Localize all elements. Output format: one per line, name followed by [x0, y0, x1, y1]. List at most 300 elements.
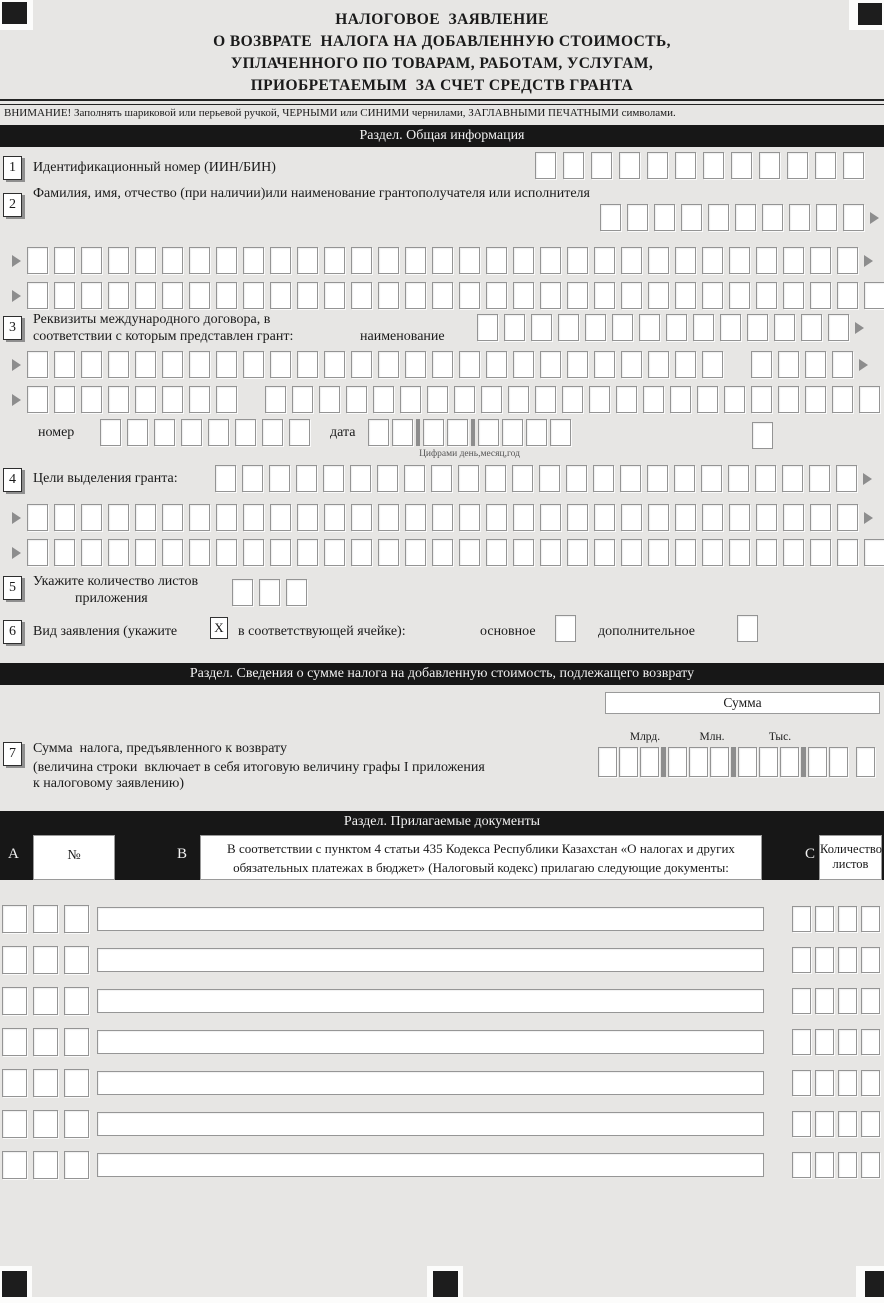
document-name-input[interactable]	[97, 1030, 764, 1054]
char-cell[interactable]	[423, 419, 444, 446]
char-cell[interactable]	[647, 465, 668, 492]
char-cell[interactable]	[720, 314, 741, 341]
char-cell[interactable]	[459, 247, 480, 274]
document-name-input[interactable]	[97, 907, 764, 931]
char-cell[interactable]	[378, 539, 399, 566]
char-cell[interactable]	[837, 504, 858, 531]
char-cell[interactable]	[486, 539, 507, 566]
char-cell[interactable]	[235, 419, 256, 446]
char-cell[interactable]	[837, 539, 858, 566]
char-cell[interactable]	[2, 1151, 27, 1179]
char-cell[interactable]	[640, 747, 659, 777]
char-cell[interactable]	[64, 1110, 89, 1138]
char-cell[interactable]	[33, 905, 58, 933]
char-cell[interactable]	[189, 386, 210, 413]
char-cell[interactable]	[838, 906, 857, 932]
char-cell[interactable]	[459, 351, 480, 378]
char-cell[interactable]	[162, 247, 183, 274]
char-cell[interactable]	[594, 539, 615, 566]
char-cell[interactable]	[600, 204, 621, 231]
char-cell[interactable]	[697, 386, 718, 413]
char-cell[interactable]	[108, 504, 129, 531]
char-cell[interactable]	[405, 282, 426, 309]
char-cell[interactable]	[162, 386, 183, 413]
char-cell[interactable]	[593, 465, 614, 492]
char-cell[interactable]	[703, 152, 724, 179]
char-cell[interactable]	[289, 419, 310, 446]
char-cell[interactable]	[296, 465, 317, 492]
char-cell[interactable]	[832, 351, 853, 378]
char-cell[interactable]	[485, 465, 506, 492]
char-cell[interactable]	[477, 314, 498, 341]
char-cell[interactable]	[729, 539, 750, 566]
char-cell[interactable]	[432, 351, 453, 378]
char-cell[interactable]	[508, 386, 529, 413]
char-cell[interactable]	[710, 747, 729, 777]
document-name-input[interactable]	[97, 1112, 764, 1136]
char-cell[interactable]	[216, 247, 237, 274]
char-cell[interactable]	[585, 314, 606, 341]
char-cell[interactable]	[621, 351, 642, 378]
char-cell[interactable]	[64, 946, 89, 974]
char-cell[interactable]	[843, 204, 864, 231]
char-cell[interactable]	[135, 386, 156, 413]
char-cell[interactable]	[801, 314, 822, 341]
char-cell[interactable]	[567, 247, 588, 274]
char-cell[interactable]	[762, 204, 783, 231]
char-cell[interactable]	[54, 386, 75, 413]
char-cell[interactable]	[346, 386, 367, 413]
char-cell[interactable]	[778, 351, 799, 378]
char-cell[interactable]	[432, 247, 453, 274]
char-cell[interactable]	[792, 947, 811, 973]
char-cell[interactable]	[815, 988, 834, 1014]
char-cell[interactable]	[108, 386, 129, 413]
char-cell[interactable]	[666, 314, 687, 341]
char-cell[interactable]	[154, 419, 175, 446]
char-cell[interactable]	[861, 988, 880, 1014]
char-cell[interactable]	[648, 282, 669, 309]
char-cell[interactable]	[432, 539, 453, 566]
char-cell[interactable]	[702, 282, 723, 309]
char-cell[interactable]	[459, 539, 480, 566]
char-cell[interactable]	[432, 282, 453, 309]
char-cell[interactable]	[815, 906, 834, 932]
char-cell[interactable]	[675, 351, 696, 378]
char-cell[interactable]	[189, 247, 210, 274]
char-cell[interactable]	[181, 419, 202, 446]
char-cell[interactable]	[351, 247, 372, 274]
char-cell[interactable]	[189, 351, 210, 378]
char-cell[interactable]	[729, 247, 750, 274]
char-cell[interactable]	[297, 351, 318, 378]
char-cell[interactable]	[562, 386, 583, 413]
char-cell[interactable]	[27, 539, 48, 566]
char-cell[interactable]	[567, 539, 588, 566]
char-cell[interactable]	[135, 351, 156, 378]
char-cell[interactable]	[815, 152, 836, 179]
char-cell[interactable]	[513, 539, 534, 566]
char-cell[interactable]	[675, 282, 696, 309]
char-cell[interactable]	[216, 282, 237, 309]
char-cell[interactable]	[540, 504, 561, 531]
char-cell[interactable]	[270, 247, 291, 274]
char-cell[interactable]	[64, 1069, 89, 1097]
char-cell[interactable]	[675, 539, 696, 566]
main-application-checkbox[interactable]	[555, 615, 576, 642]
char-cell[interactable]	[621, 539, 642, 566]
char-cell[interactable]	[756, 539, 777, 566]
char-cell[interactable]	[270, 539, 291, 566]
char-cell[interactable]	[780, 747, 799, 777]
char-cell[interactable]	[594, 282, 615, 309]
char-cell[interactable]	[54, 282, 75, 309]
char-cell[interactable]	[324, 282, 345, 309]
char-cell[interactable]	[836, 465, 857, 492]
char-cell[interactable]	[702, 539, 723, 566]
char-cell[interactable]	[621, 247, 642, 274]
char-cell[interactable]	[567, 351, 588, 378]
char-cell[interactable]	[838, 1111, 857, 1137]
char-cell[interactable]	[729, 282, 750, 309]
additional-application-checkbox[interactable]	[737, 615, 758, 642]
char-cell[interactable]	[558, 314, 579, 341]
char-cell[interactable]	[81, 386, 102, 413]
char-cell[interactable]	[647, 152, 668, 179]
char-cell[interactable]	[27, 247, 48, 274]
char-cell[interactable]	[33, 1110, 58, 1138]
char-cell[interactable]	[856, 747, 875, 777]
char-cell[interactable]	[535, 386, 556, 413]
char-cell[interactable]	[861, 1152, 880, 1178]
char-cell[interactable]	[297, 504, 318, 531]
char-cell[interactable]	[64, 1028, 89, 1056]
char-cell[interactable]	[216, 539, 237, 566]
char-cell[interactable]	[728, 465, 749, 492]
char-cell[interactable]	[829, 747, 848, 777]
char-cell[interactable]	[405, 504, 426, 531]
char-cell[interactable]	[135, 247, 156, 274]
char-cell[interactable]	[864, 282, 884, 309]
document-name-input[interactable]	[97, 989, 764, 1013]
char-cell[interactable]	[513, 282, 534, 309]
char-cell[interactable]	[2, 1069, 27, 1097]
char-cell[interactable]	[837, 247, 858, 274]
char-cell[interactable]	[591, 152, 612, 179]
char-cell[interactable]	[792, 1111, 811, 1137]
char-cell[interactable]	[27, 351, 48, 378]
char-cell[interactable]	[598, 747, 617, 777]
char-cell[interactable]	[783, 282, 804, 309]
char-cell[interactable]	[755, 465, 776, 492]
char-cell[interactable]	[567, 504, 588, 531]
char-cell[interactable]	[478, 419, 499, 446]
char-cell[interactable]	[702, 247, 723, 274]
char-cell[interactable]	[668, 747, 687, 777]
char-cell[interactable]	[64, 1151, 89, 1179]
char-cell[interactable]	[756, 504, 777, 531]
char-cell[interactable]	[731, 152, 752, 179]
char-cell[interactable]	[702, 504, 723, 531]
char-cell[interactable]	[215, 465, 236, 492]
document-name-input[interactable]	[97, 948, 764, 972]
char-cell[interactable]	[513, 247, 534, 274]
char-cell[interactable]	[297, 539, 318, 566]
char-cell[interactable]	[351, 539, 372, 566]
char-cell[interactable]	[270, 351, 291, 378]
char-cell[interactable]	[810, 247, 831, 274]
char-cell[interactable]	[351, 351, 372, 378]
char-cell[interactable]	[648, 539, 669, 566]
char-cell[interactable]	[297, 282, 318, 309]
char-cell[interactable]	[531, 314, 552, 341]
char-cell[interactable]	[427, 386, 448, 413]
char-cell[interactable]	[832, 386, 853, 413]
char-cell[interactable]	[162, 282, 183, 309]
char-cell[interactable]	[378, 282, 399, 309]
char-cell[interactable]	[292, 386, 313, 413]
char-cell[interactable]	[792, 1029, 811, 1055]
char-cell[interactable]	[540, 539, 561, 566]
char-cell[interactable]	[270, 282, 291, 309]
char-cell[interactable]	[243, 504, 264, 531]
char-cell[interactable]	[861, 1111, 880, 1137]
char-cell[interactable]	[405, 539, 426, 566]
char-cell[interactable]	[805, 351, 826, 378]
char-cell[interactable]	[481, 386, 502, 413]
char-cell[interactable]	[27, 504, 48, 531]
char-cell[interactable]	[378, 247, 399, 274]
char-cell[interactable]	[135, 282, 156, 309]
char-cell[interactable]	[701, 465, 722, 492]
char-cell[interactable]	[621, 504, 642, 531]
char-cell[interactable]	[81, 539, 102, 566]
char-cell[interactable]	[648, 247, 669, 274]
char-cell[interactable]	[2, 1110, 27, 1138]
char-cell[interactable]	[33, 987, 58, 1015]
char-cell[interactable]	[232, 579, 253, 606]
char-cell[interactable]	[838, 988, 857, 1014]
char-cell[interactable]	[702, 351, 723, 378]
char-cell[interactable]	[459, 282, 480, 309]
char-cell[interactable]	[620, 465, 641, 492]
char-cell[interactable]	[486, 282, 507, 309]
char-cell[interactable]	[162, 351, 183, 378]
char-cell[interactable]	[502, 419, 523, 446]
char-cell[interactable]	[675, 504, 696, 531]
char-cell[interactable]	[54, 504, 75, 531]
char-cell[interactable]	[108, 282, 129, 309]
char-cell[interactable]	[486, 351, 507, 378]
char-cell[interactable]	[243, 539, 264, 566]
char-cell[interactable]	[724, 386, 745, 413]
char-cell[interactable]	[815, 1029, 834, 1055]
char-cell[interactable]	[486, 247, 507, 274]
char-cell[interactable]	[674, 465, 695, 492]
char-cell[interactable]	[189, 282, 210, 309]
char-cell[interactable]	[81, 282, 102, 309]
char-cell[interactable]	[789, 204, 810, 231]
char-cell[interactable]	[594, 351, 615, 378]
char-cell[interactable]	[513, 351, 534, 378]
char-cell[interactable]	[759, 747, 778, 777]
char-cell[interactable]	[751, 351, 772, 378]
char-cell[interactable]	[54, 351, 75, 378]
char-cell[interactable]	[861, 1070, 880, 1096]
char-cell[interactable]	[759, 152, 780, 179]
char-cell[interactable]	[33, 1069, 58, 1097]
char-cell[interactable]	[259, 579, 280, 606]
char-cell[interactable]	[216, 386, 237, 413]
char-cell[interactable]	[33, 946, 58, 974]
char-cell[interactable]	[859, 386, 880, 413]
single-cell[interactable]	[752, 422, 773, 449]
char-cell[interactable]	[27, 386, 48, 413]
char-cell[interactable]	[243, 351, 264, 378]
char-cell[interactable]	[774, 314, 795, 341]
char-cell[interactable]	[612, 314, 633, 341]
char-cell[interactable]	[242, 465, 263, 492]
char-cell[interactable]	[270, 504, 291, 531]
char-cell[interactable]	[864, 539, 884, 566]
char-cell[interactable]	[540, 282, 561, 309]
char-cell[interactable]	[838, 1070, 857, 1096]
char-cell[interactable]	[33, 1151, 58, 1179]
char-cell[interactable]	[729, 504, 750, 531]
char-cell[interactable]	[540, 351, 561, 378]
char-cell[interactable]	[405, 247, 426, 274]
char-cell[interactable]	[540, 247, 561, 274]
char-cell[interactable]	[639, 314, 660, 341]
char-cell[interactable]	[619, 747, 638, 777]
char-cell[interactable]	[654, 204, 675, 231]
char-cell[interactable]	[838, 1029, 857, 1055]
char-cell[interactable]	[567, 282, 588, 309]
char-cell[interactable]	[454, 386, 475, 413]
char-cell[interactable]	[162, 539, 183, 566]
char-cell[interactable]	[792, 988, 811, 1014]
char-cell[interactable]	[594, 504, 615, 531]
char-cell[interactable]	[216, 504, 237, 531]
char-cell[interactable]	[351, 282, 372, 309]
char-cell[interactable]	[792, 1070, 811, 1096]
char-cell[interactable]	[373, 386, 394, 413]
char-cell[interactable]	[550, 419, 571, 446]
char-cell[interactable]	[627, 204, 648, 231]
char-cell[interactable]	[108, 539, 129, 566]
char-cell[interactable]	[189, 504, 210, 531]
char-cell[interactable]	[135, 504, 156, 531]
char-cell[interactable]	[368, 419, 389, 446]
char-cell[interactable]	[162, 504, 183, 531]
char-cell[interactable]	[751, 386, 772, 413]
char-cell[interactable]	[756, 247, 777, 274]
char-cell[interactable]	[693, 314, 714, 341]
char-cell[interactable]	[216, 351, 237, 378]
char-cell[interactable]	[681, 204, 702, 231]
char-cell[interactable]	[815, 1070, 834, 1096]
char-cell[interactable]	[675, 247, 696, 274]
char-cell[interactable]	[265, 386, 286, 413]
char-cell[interactable]	[783, 247, 804, 274]
char-cell[interactable]	[404, 465, 425, 492]
char-cell[interactable]	[738, 747, 757, 777]
char-cell[interactable]	[837, 282, 858, 309]
char-cell[interactable]	[262, 419, 283, 446]
char-cell[interactable]	[351, 504, 372, 531]
char-cell[interactable]	[783, 539, 804, 566]
char-cell[interactable]	[447, 419, 468, 446]
char-cell[interactable]	[861, 1029, 880, 1055]
char-cell[interactable]	[269, 465, 290, 492]
char-cell[interactable]	[815, 947, 834, 973]
char-cell[interactable]	[54, 247, 75, 274]
char-cell[interactable]	[783, 504, 804, 531]
document-name-input[interactable]	[97, 1153, 764, 1177]
char-cell[interactable]	[27, 282, 48, 309]
char-cell[interactable]	[589, 386, 610, 413]
char-cell[interactable]	[127, 419, 148, 446]
char-cell[interactable]	[431, 465, 452, 492]
char-cell[interactable]	[2, 946, 27, 974]
char-cell[interactable]	[319, 386, 340, 413]
char-cell[interactable]	[378, 504, 399, 531]
char-cell[interactable]	[539, 465, 560, 492]
char-cell[interactable]	[243, 247, 264, 274]
char-cell[interactable]	[708, 204, 729, 231]
char-cell[interactable]	[594, 247, 615, 274]
char-cell[interactable]	[81, 247, 102, 274]
char-cell[interactable]	[566, 465, 587, 492]
char-cell[interactable]	[108, 351, 129, 378]
char-cell[interactable]	[504, 314, 525, 341]
char-cell[interactable]	[621, 282, 642, 309]
char-cell[interactable]	[286, 579, 307, 606]
char-cell[interactable]	[100, 419, 121, 446]
char-cell[interactable]	[324, 539, 345, 566]
char-cell[interactable]	[838, 1152, 857, 1178]
char-cell[interactable]	[670, 386, 691, 413]
char-cell[interactable]	[513, 504, 534, 531]
char-cell[interactable]	[108, 247, 129, 274]
char-cell[interactable]	[208, 419, 229, 446]
char-cell[interactable]	[563, 152, 584, 179]
char-cell[interactable]	[616, 386, 637, 413]
char-cell[interactable]	[843, 152, 864, 179]
char-cell[interactable]	[735, 204, 756, 231]
char-cell[interactable]	[643, 386, 664, 413]
char-cell[interactable]	[861, 906, 880, 932]
char-cell[interactable]	[378, 351, 399, 378]
char-cell[interactable]	[810, 282, 831, 309]
char-cell[interactable]	[778, 386, 799, 413]
char-cell[interactable]	[828, 314, 849, 341]
char-cell[interactable]	[377, 465, 398, 492]
char-cell[interactable]	[297, 247, 318, 274]
char-cell[interactable]	[486, 504, 507, 531]
char-cell[interactable]	[815, 1111, 834, 1137]
char-cell[interactable]	[648, 504, 669, 531]
char-cell[interactable]	[792, 1152, 811, 1178]
char-cell[interactable]	[792, 906, 811, 932]
char-cell[interactable]	[324, 504, 345, 531]
char-cell[interactable]	[243, 282, 264, 309]
char-cell[interactable]	[526, 419, 547, 446]
char-cell[interactable]	[809, 465, 830, 492]
char-cell[interactable]	[392, 419, 413, 446]
char-cell[interactable]	[815, 1152, 834, 1178]
char-cell[interactable]	[675, 152, 696, 179]
